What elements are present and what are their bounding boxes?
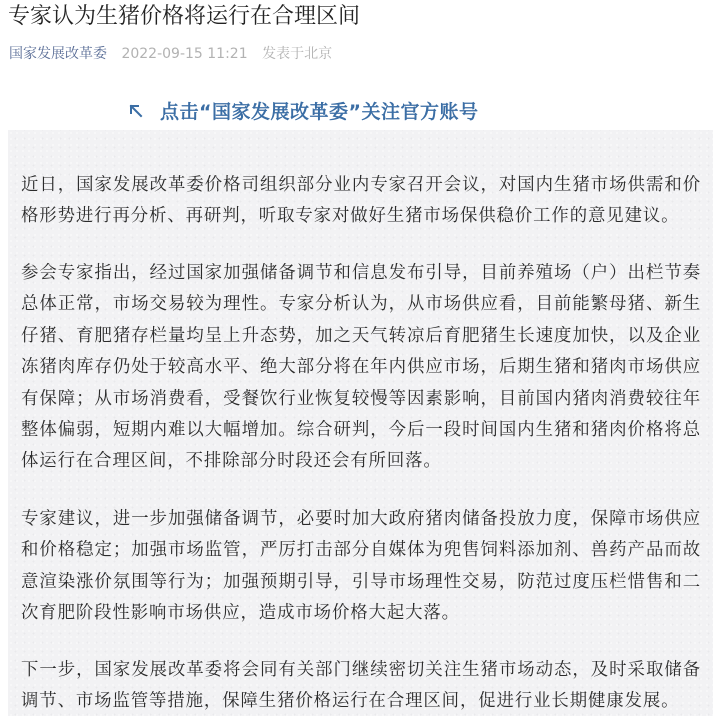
follow-banner-text: 点击“国家发展改革委”关注官方账号	[160, 101, 479, 123]
paragraph-4: 下一步，国家发展改革委将会同有关部门继续密切关注生猪市场动态，及时采取储备调节、市场监管等措施，保障生猪价格运行在合理区间，促进行业长期健康发展。	[21, 660, 701, 712]
article-meta	[9, 44, 332, 64]
paragraph-2: 参会专家指出，经过国家加强储备调节和信息发布引导，目前养殖场（户）出栏节奏总体正常，市场交易较为理性。专家分析认为，从市场供应看，目前能繁母猪、新生仔猪、育肥猪存栏量均呈上升态势，加之天气转凉后育肥猪生长速度加快，以及企业冻猪肉库存仍处于较高水平、绝大部分将在年内供应市场，后期生猪和猪肉市场供应有保障；从市场消费看，受餐饮行业恢复较慢等因素影响，目前国内猪肉消费较往年整体偏弱，短期内难以大幅增加。综合研判，今后一段时间国内生猪和猪肉价格将总体运行在合理区间，不排除部分时段还会有所回落。	[21, 263, 701, 472]
article-body	[8, 130, 713, 716]
publish-location: 发表于北京	[262, 46, 333, 62]
author-link[interactable]: 国家发展改革委	[9, 46, 107, 62]
follow-account-banner[interactable]	[128, 98, 478, 127]
arrow-up-left-icon	[128, 99, 144, 127]
publish-datetime: 2022-09-15 11:21	[121, 46, 248, 62]
paragraph-1: 近日，国家发展改革委价格司组织部分业内专家召开会议，对国内生猪市场供需和价格形势进行再分析、再研判，听取专家对做好生猪市场保供稳价工作的意见建议。	[21, 175, 701, 227]
article-title: 专家认为生猪价格将运行在合理区间	[8, 4, 361, 29]
paragraph-3: 专家建议，进一步加强储备调节，必要时加大政府猪肉储备投放力度，保障市场供应和价格稳定；加强市场监管，严厉打击部分自媒体为兜售饲料添加剂、兽药产品而故意渲染涨价氛围等行为；加强预期引导，引导市场理性交易，防范过度压栏惜售和二次育肥阶段性影响市场供应，造成市场价格大起大落。	[21, 509, 701, 624]
